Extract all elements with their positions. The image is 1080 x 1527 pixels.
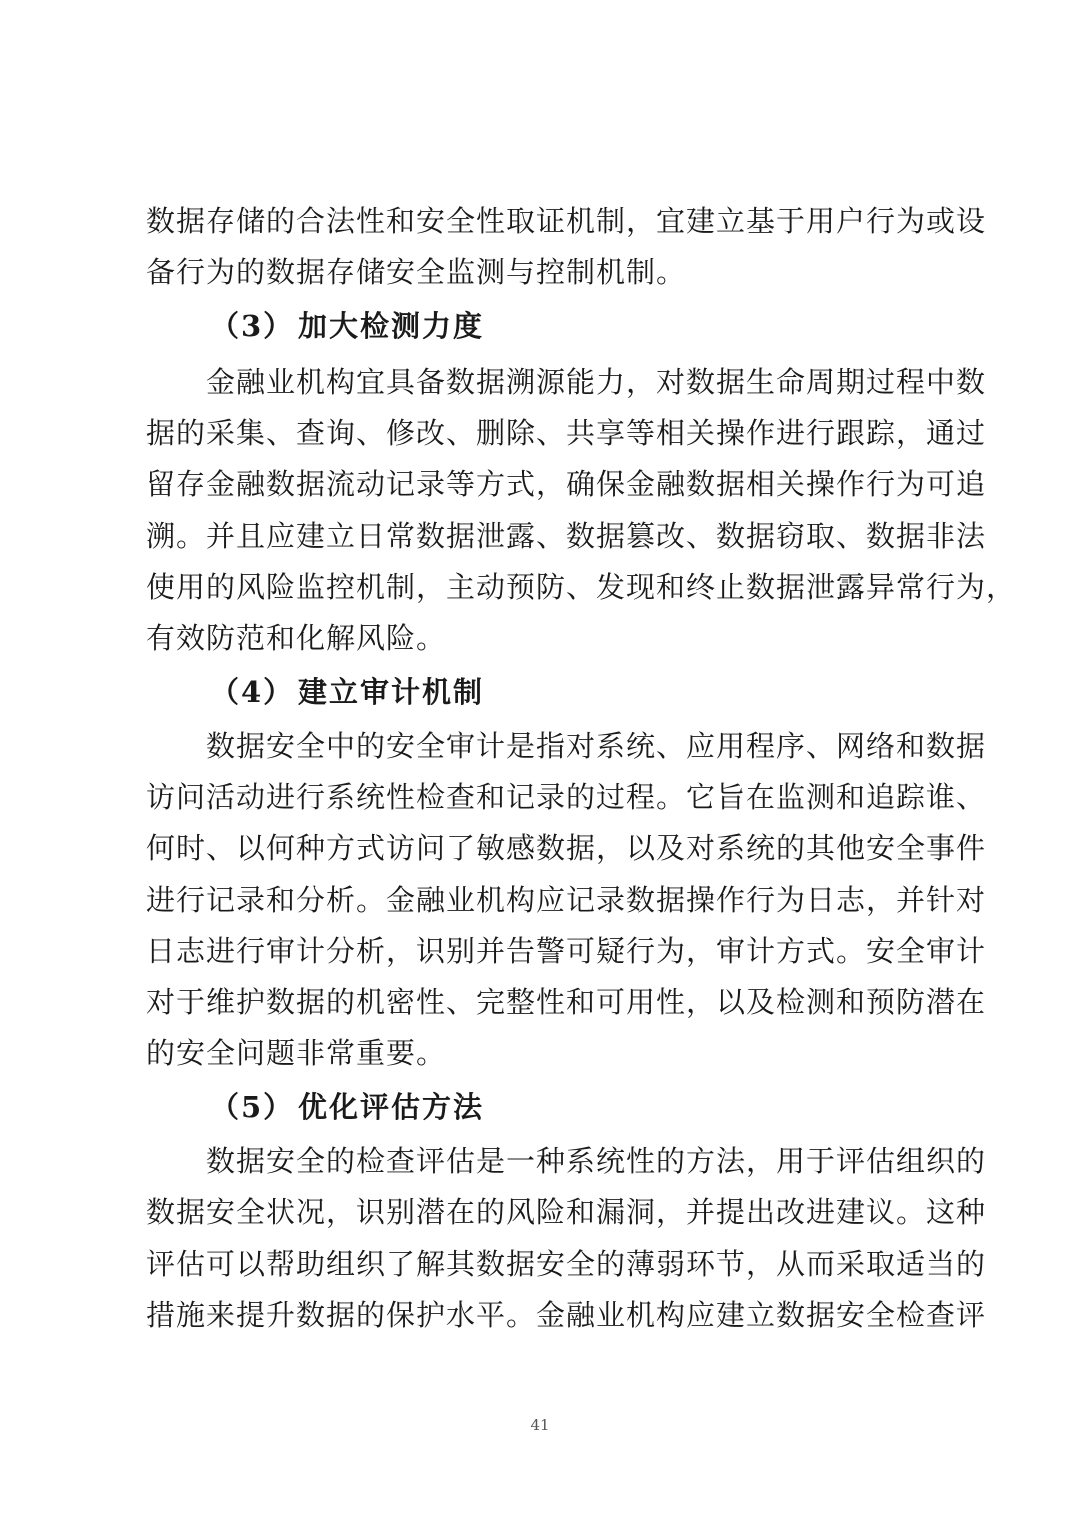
page-number: 41 <box>530 1416 550 1434</box>
paragraph-line: 数据安全状况，识别潜在的风险和漏洞，并提出改进建议。这种 <box>146 1195 987 1229</box>
paragraph-line: 数据安全中的安全审计是指对系统、应用程序、网络和数据 <box>146 729 987 763</box>
paragraph-line: 留存金融数据流动记录等方式，确保金融数据相关操作行为可追 <box>146 467 987 501</box>
paragraph-line: 有效防范和化解风险。 <box>146 621 447 655</box>
paragraph-line: 日志进行审计分析，识别并告警可疑行为，审计方式。安全审计 <box>146 934 987 968</box>
paragraph-line: 访问活动进行系统性检查和记录的过程。它旨在监测和追踪谁、 <box>146 780 987 814</box>
paragraph-line: 何时、以何种方式访问了敏感数据，以及对系统的其他安全事件 <box>146 831 987 865</box>
paragraph-line: 的安全问题非常重要。 <box>146 1036 447 1070</box>
paragraph-line: 措施来提升数据的保护水平。金融业机构应建立数据安全检查评 <box>146 1298 987 1332</box>
section-heading-3 <box>210 308 484 344</box>
heading-number: （4） <box>210 675 295 709</box>
heading-number: （5） <box>210 1090 295 1124</box>
paragraph-line: 溯。并且应建立日常数据泄露、数据篡改、数据窃取、数据非法 <box>146 519 987 553</box>
paragraph-line: 数据存储的合法性和安全性取证机制，宜建立基于用户行为或设 <box>146 204 987 238</box>
paragraph-line: 对于维护数据的机密性、完整性和可用性，以及检测和预防潜在 <box>146 985 987 1019</box>
paragraph-line: 金融业机构宜具备数据溯源能力，对数据生命周期过程中数 <box>146 365 987 399</box>
paragraph-line: 进行记录和分析。金融业机构应记录数据操作行为日志，并针对 <box>146 883 987 917</box>
paragraph-line: 据的采集、查询、修改、删除、共享等相关操作进行跟踪，通过 <box>146 416 987 450</box>
heading-title: 加大检测力度 <box>298 309 485 343</box>
heading-title: 建立审计机制 <box>298 675 485 709</box>
section-heading-4 <box>210 674 484 710</box>
paragraph-line: 数据安全的检查评估是一种系统性的方法，用于评估组织的 <box>146 1144 987 1178</box>
heading-number: （3） <box>210 309 295 343</box>
paragraph-line: 评估可以帮助组织了解其数据安全的薄弱环节，从而采取适当的 <box>146 1247 987 1281</box>
heading-title: 优化评估方法 <box>298 1090 485 1124</box>
paragraph-line: 备行为的数据存储安全监测与控制机制。 <box>146 255 687 289</box>
section-heading-5 <box>210 1089 484 1125</box>
paragraph-line: 使用的风险监控机制，主动预防、发现和终止数据泄露异常行为， <box>146 570 1017 604</box>
